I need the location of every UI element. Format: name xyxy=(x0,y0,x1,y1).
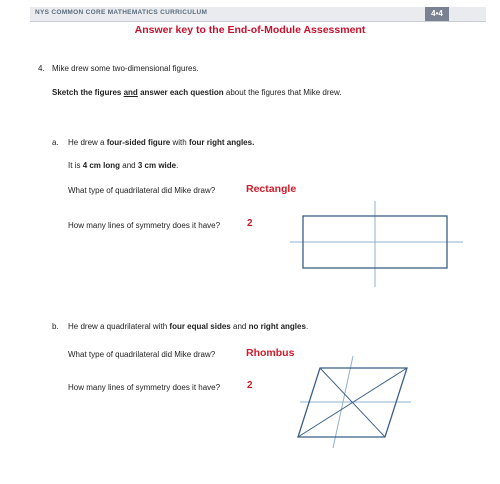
part-a-line-1-mid: with xyxy=(172,138,187,147)
instruction-bold-2: answer each question xyxy=(140,88,224,97)
grade-badge: 4•4 xyxy=(425,7,449,21)
part-a-line-2-mid: and xyxy=(122,161,136,170)
part-a-line-1-pre: He drew a xyxy=(68,138,105,147)
part-b-question-2: How many lines of symmetry does it have? xyxy=(68,383,221,392)
part-a-line-2-end: . xyxy=(176,161,179,170)
part-b-line-1-bold-1: four equal sides xyxy=(169,322,231,331)
part-b-answer-1: Rhombus xyxy=(246,347,295,359)
page-title: Answer key to the End-of-Module Assessment xyxy=(134,24,366,36)
part-b-line-1-bold-2: no right angles xyxy=(248,322,306,331)
part-a-question-1: What type of quadrilateral did Mike draw? xyxy=(68,186,216,195)
part-a-line-2-bold-1: 4 cm long xyxy=(82,161,121,170)
part-a-line-2-bold-2: 3 cm wide xyxy=(137,161,177,170)
part-a-label: a. xyxy=(52,138,59,147)
part-a-question-2: How many lines of symmetry does it have? xyxy=(68,221,221,230)
part-b-line-1-mid: and xyxy=(233,322,247,331)
curriculum-label: NYS COMMON CORE MATHEMATICS CURRICULUM xyxy=(35,9,208,16)
part-a-answer-1: Rectangle xyxy=(246,183,297,195)
part-a-answer-2: 2 xyxy=(247,218,253,229)
part-b-question-1: What type of quadrilateral did Mike draw? xyxy=(68,350,216,359)
part-a-line-1-end: . xyxy=(252,138,255,147)
problem-number: 4. xyxy=(38,64,45,73)
instruction-rest: about the figures that Mike drew. xyxy=(225,88,342,97)
part-b-line-1-pre: He drew a quadrilateral with xyxy=(68,322,168,331)
part-b-label: b. xyxy=(52,322,59,331)
part-a-line-2-pre: It is xyxy=(68,161,81,170)
part-b-answer-2: 2 xyxy=(247,380,253,391)
part-b-line-1-end: . xyxy=(305,322,309,331)
problem-intro: Mike drew some two-dimensional figures. xyxy=(52,64,199,73)
instruction-and: and xyxy=(123,88,138,97)
part-a-line-1-bold-2: four right angles xyxy=(188,138,253,147)
instruction-bold-1: Sketch the figures xyxy=(52,88,122,97)
part-a-line-1-bold-1: four-sided figure xyxy=(106,138,171,147)
